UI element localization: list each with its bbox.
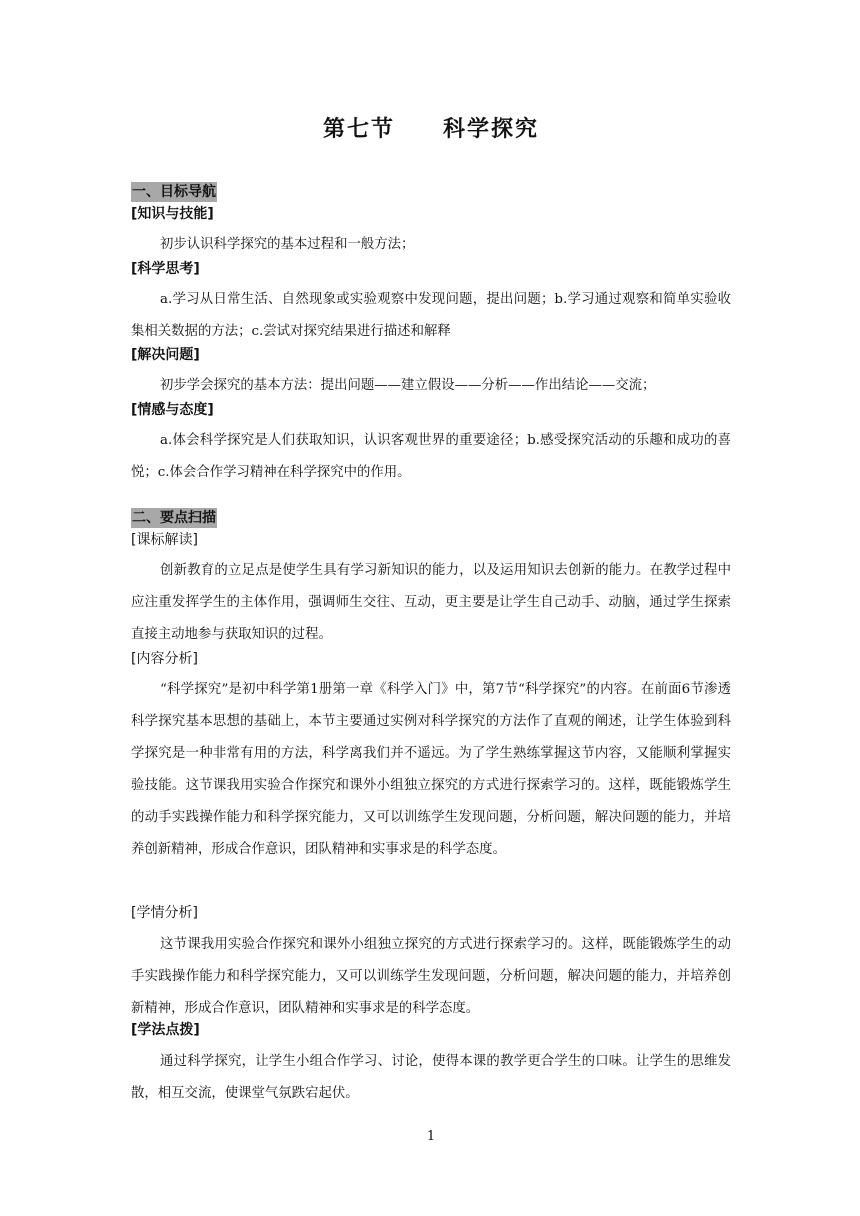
- text-emotion-attitude: a.体会科学探究是人们获取知识，认识客观世界的重要途径；b.感受探究活动的乐趣和成功的喜悦；c.体会合作学习精神在科学探究中的作用。: [131, 433, 731, 480]
- label-learner-analysis: [学情分析]: [131, 905, 198, 921]
- text-scientific-thinking: a.学习从日常生活、自然现象或实验观察中发现问题，提出问题；b.学习通过观察和简单实验收集相关数据的方法；c.尝试对探究结果进行描述和解释: [131, 292, 731, 339]
- section-heading-goals: 一、目标导航: [132, 184, 216, 200]
- text-curriculum-interpretation: 创新教育的立足点是使学生具有学习新知识的能力，以及运用知识去创新的能力。在教学过程中应注重发挥学生的主体作用，强调师生交往、互动，更主要是让学生自己动手、动脑，通过学生探索直接主动地参与获取知识的过程。: [131, 563, 731, 642]
- label-scientific-thinking: [科学思考]: [131, 261, 200, 277]
- text-study-method: 通过科学探究，让学生小组合作学习、讨论，使得本课的教学更合学生的口味。让学生的思维发散，相互交流，使课堂气氛跌宕起伏。: [131, 1054, 731, 1101]
- label-problem-solving: [解决问题]: [131, 347, 200, 363]
- text-problem-solving: 初步学会探究的基本方法：提出问题——建立假设——分析——作出结论——交流；: [160, 378, 656, 393]
- text-content-analysis: “科学探究”是初中科学第1册第一章《科学入门》中，第7节“科学探究”的内容。在前面6节渗透科学探究基本思想的基础上，本节主要通过实例对科学探究的方法作了直观的阐述，让学生体验到科学探究是一种非常有用的方法，科学离我们并不遥远。为了学生熟练掌握这节内容，又能顺利掌握实验技能。这节课我用实验合作探究和课外小组独立探究的方式进行探索学习的。这样，既能锻炼学生的动手实践操作能力和科学探究能力，又可以训练学生发现问题，分析问题，解决问题的能力，并培养创新精神，形成合作意识，团队精神和实事求是的科学态度。: [131, 682, 731, 857]
- text-learner-analysis: 这节课我用实验合作探究和课外小组独立探究的方式进行探索学习的。这样，既能锻炼学生的动手实践操作能力和科学探究能力，又可以训练学生发现问题，分析问题，解决问题的能力，并培养创新精神，形成合作意识，团队精神和实事求是的科学态度。: [131, 937, 731, 1016]
- label-emotion-attitude: [情感与态度]: [131, 402, 214, 418]
- label-study-method: [学法点拨]: [131, 1022, 200, 1038]
- label-knowledge-skills: [知识与技能]: [131, 206, 214, 222]
- label-curriculum-interpretation: [课标解读]: [131, 532, 198, 548]
- text-knowledge-skills: 初步认识科学探究的基本过程和一般方法；: [160, 237, 415, 252]
- section-heading-key-points: 二、要点扫描: [132, 510, 216, 526]
- page-number: 1: [426, 1129, 436, 1144]
- document-title: 第七节 科学探究: [322, 117, 539, 142]
- label-content-analysis: [内容分析]: [131, 651, 198, 667]
